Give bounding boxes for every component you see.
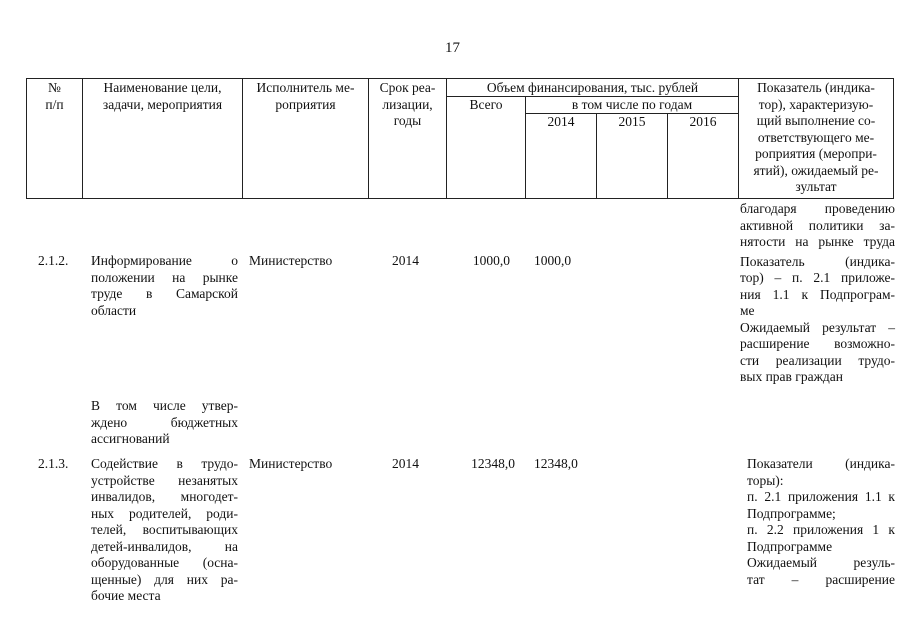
page-number: 17 bbox=[445, 40, 460, 56]
row-name: Информирование о положении на рынке труде в Самарской области bbox=[91, 253, 238, 318]
row-name: Содействие в трудо- устройстве незанятых инвалидов, многодет- ных родителей, роди- телей, воспитывающих детей-инвалидов, на оборудованные (осна- щенные) для них ра- бочие места bbox=[91, 456, 238, 603]
row-year: 2014 bbox=[392, 456, 419, 471]
row-name: В том числе утвер- ждено бюджетных ассигнований bbox=[91, 398, 238, 446]
header-name: Наименование цели, задачи, мероприятия bbox=[102, 80, 223, 112]
col-border bbox=[893, 78, 894, 199]
row-total: 12348,0 bbox=[471, 456, 515, 471]
row-total: 1000,0 bbox=[472, 253, 510, 268]
row-num: 2.1.3. bbox=[38, 456, 69, 471]
row-indicator: Показатели (индика- торы): п. 2.1 приложения 1.1 к Подпрограмме; п. 2.2 приложения 1 к Подпрограмме Ожидаемый резуль- тат – расширение bbox=[747, 456, 895, 587]
row-2014: 12348,0 bbox=[534, 456, 578, 471]
header-total: Всего bbox=[469, 97, 503, 112]
row-year: 2014 bbox=[392, 253, 419, 268]
row-executor: Министерство bbox=[249, 253, 333, 268]
header-num: № п/п bbox=[45, 80, 64, 112]
header-funding: Объем финансирования, тыс. рублей bbox=[486, 80, 699, 95]
header-bottom-border bbox=[26, 198, 894, 199]
header-executor: Исполнитель ме- роприятия bbox=[256, 80, 355, 112]
header-year-2015: 2015 bbox=[618, 114, 646, 129]
row-indicator: Показатель (индика- тор) – п. 2.1 приложе- ния 1.1 к Подпрограм- ме Ожидаемый результат – расширение возможно- сти реализации трудо- вых прав граждан bbox=[740, 253, 895, 384]
header-year-2014: 2014 bbox=[547, 114, 575, 129]
header-term: Срок реа- лизации, годы bbox=[379, 80, 436, 128]
header-top-border bbox=[26, 78, 894, 79]
carryover-text: благодаря проведению активной политики за- нятости на рынке труда bbox=[740, 201, 895, 249]
row-num: 2.1.2. bbox=[38, 253, 69, 268]
row-2014: 1000,0 bbox=[534, 253, 572, 268]
table-header bbox=[26, 78, 894, 199]
header-indicator: Показатель (индика- тор), характеризую- щий выполнение со- ответствующего ме- роприятия (меропри- ятий), ожидаемый ре- зультат bbox=[753, 80, 879, 194]
row-executor: Министерство bbox=[249, 456, 333, 471]
header-by-years: в том числе по годам bbox=[571, 97, 693, 112]
header-year-2016: 2016 bbox=[689, 114, 717, 129]
